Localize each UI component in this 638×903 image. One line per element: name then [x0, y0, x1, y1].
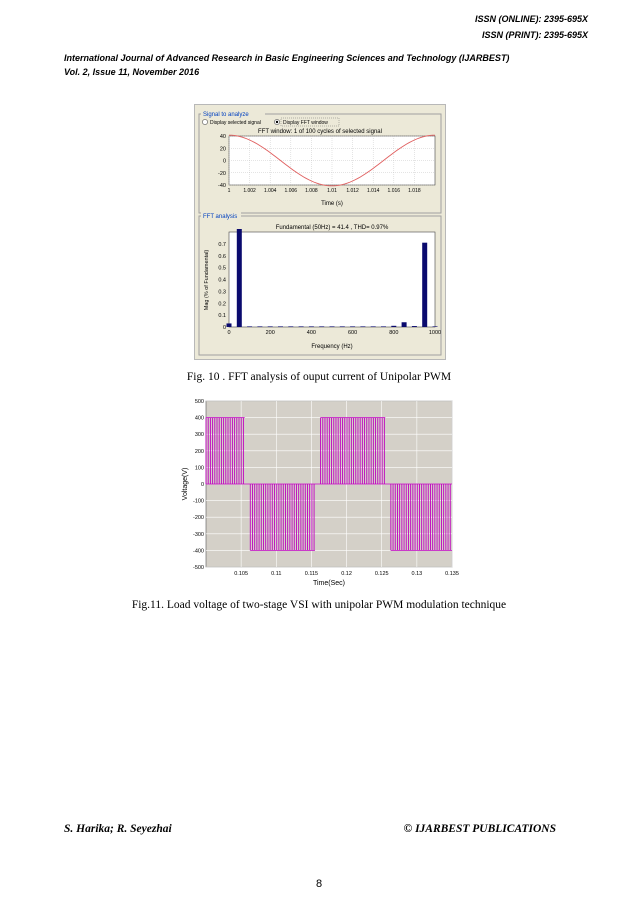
time-xtick-label: 1.006 — [284, 188, 298, 194]
spectrum-bar — [319, 326, 324, 327]
spectrum-xtick-label: 800 — [389, 330, 399, 336]
pwm-ytick-label: 300 — [194, 432, 204, 439]
pwm-xtick-label: 0.12 — [341, 571, 352, 577]
time-ytick-label: -20 — [218, 170, 226, 177]
figure-11-caption: Fig.11. Load voltage of two-stage VSI with unipolar PWM modulation technique — [131, 599, 507, 611]
spectrum-bar — [330, 326, 335, 327]
pwm-ytick-label: -300 — [192, 531, 204, 538]
pwm-ytick-label: -400 — [192, 548, 204, 555]
spectrum-xtick-label: 1000 — [428, 330, 442, 336]
pwm-voltage-chart — [176, 395, 462, 590]
signal-group-title: Signal to analyze — [203, 112, 249, 118]
time-xtick-label: 1.014 — [366, 188, 380, 194]
time-xtick-label: 1.004 — [263, 188, 277, 194]
spectrum-bar — [268, 326, 273, 327]
spectrum-xtick-label: 200 — [265, 330, 275, 336]
pwm-xtick-label: 0.13 — [411, 571, 423, 577]
time-xtick-label: 1.012 — [346, 188, 359, 194]
spectrum-bar — [299, 326, 304, 327]
time-xtick-label: 1.008 — [305, 188, 318, 194]
spectrum-bar — [402, 322, 407, 327]
spectrum-bar — [227, 323, 232, 327]
pwm-ytick-label: 500 — [194, 399, 204, 405]
time-xtick-label: 1.002 — [243, 188, 256, 194]
time-xtick-label: 1.01 — [327, 188, 337, 194]
spectrum-bar — [360, 326, 365, 327]
pwm-xtick-label: 0.135 — [445, 571, 459, 577]
pwm-xlabel: Time(Sec) — [312, 580, 346, 587]
radio-fft-window-label: Display FFT window — [283, 120, 328, 126]
spectrum-bar — [433, 326, 438, 327]
spectrum-bar — [381, 326, 386, 327]
spectrum-bar — [278, 326, 283, 327]
pwm-ytick-label: -500 — [192, 565, 204, 571]
pwm-xtick-label: 0.11 — [271, 571, 282, 577]
spectrum-bar — [340, 326, 345, 327]
footer-publisher: © IJARBEST PUBLICATIONS — [403, 823, 556, 835]
spectrum-bar — [288, 326, 293, 327]
spectrum-ytick-label: 0.6 — [218, 253, 226, 260]
figure-10-caption: Fig. 10 . FFT analysis of ouput current of Unipolar PWM — [186, 371, 452, 383]
pwm-ytick-label: 100 — [194, 465, 204, 472]
time-ytick-label: -40 — [218, 183, 226, 189]
spectrum-xtick-label: 600 — [348, 330, 358, 336]
time-xlabel: Time (s) — [321, 201, 343, 207]
issn-print: ISSN (PRINT): 2395-695X — [481, 30, 588, 40]
freq-xlabel: Frequency (Hz) — [311, 344, 353, 350]
fft-window-title: FFT window: 1 of 100 cycles of selected signal — [258, 129, 382, 135]
spectrum-ytick-label: 0.1 — [218, 313, 226, 320]
issn-online: ISSN (ONLINE): 2395-695X — [474, 14, 588, 24]
pwm-xtick-label: 0.115 — [304, 571, 319, 577]
spectrum-xtick-label: 400 — [306, 330, 316, 336]
spectrum-bar — [257, 326, 262, 327]
pwm-ytick-label: 400 — [194, 415, 204, 422]
time-xtick-label: 1 — [227, 188, 231, 194]
radio-selected-signal[interactable] — [202, 119, 207, 124]
spectrum-bar — [247, 326, 252, 327]
pwm-ytick-label: 0 — [200, 482, 204, 488]
analysis-group-title: FFT analysis — [203, 214, 238, 220]
time-ytick-label: 0 — [222, 158, 226, 165]
time-xtick-label: 1.016 — [387, 188, 401, 194]
journal-title: International Journal of Advanced Research in Basic Engineering Sciences and Technology (IJARBEST) — [64, 53, 510, 63]
spectrum-bar — [412, 326, 417, 327]
pwm-xtick-label: 0.105 — [234, 571, 249, 577]
spectrum-ytick-label: 0.5 — [218, 265, 226, 272]
spectrum-ytick-label: 0.7 — [218, 241, 226, 248]
spectrum-bar — [391, 326, 396, 327]
pwm-ytick-label: -100 — [192, 498, 204, 505]
spectrum-ytick-label: 0.3 — [218, 289, 226, 296]
time-xtick-label: 1.018 — [408, 188, 421, 194]
spectrum-bar — [237, 229, 242, 327]
spectrum-bar — [422, 243, 427, 327]
mag-ylabel: Mag (% of Fundamental) — [204, 249, 210, 311]
spectrum-bar — [309, 326, 314, 327]
spectrum-plot-area — [229, 232, 435, 327]
fft-figure-svg — [195, 105, 445, 359]
fft-analysis-figure — [194, 104, 446, 360]
spectrum-xtick-label: 0 — [227, 330, 231, 336]
journal-volume: Vol. 2, Issue 11, November 2016 — [64, 67, 200, 77]
time-ytick-label: 20 — [219, 146, 226, 153]
pwm-chart-svg — [176, 395, 462, 590]
radio-selected-signal-label: Display selected signal — [210, 120, 261, 126]
pwm-ytick-label: 200 — [194, 448, 204, 455]
page-number: 8 — [315, 878, 323, 890]
footer-authors: S. Harika; R. Seyezhai — [64, 823, 172, 835]
spectrum-ytick-label: 0 — [222, 325, 226, 331]
spectrum-bar — [350, 326, 355, 327]
fundamental-text: Fundamental (50Hz) = 41.4 , THD= 0.97% — [275, 225, 389, 231]
spectrum-ytick-label: 0.4 — [218, 277, 226, 284]
spectrum-bar — [371, 326, 376, 327]
pwm-xtick-label: 0.125 — [374, 571, 389, 577]
time-ytick-label: 40 — [219, 134, 226, 140]
spectrum-ytick-label: 0.2 — [218, 301, 226, 308]
pwm-ylabel: Voltage(V) — [182, 467, 189, 501]
radio-fft-window-dot — [276, 121, 278, 123]
pwm-ytick-label: -200 — [192, 515, 204, 522]
